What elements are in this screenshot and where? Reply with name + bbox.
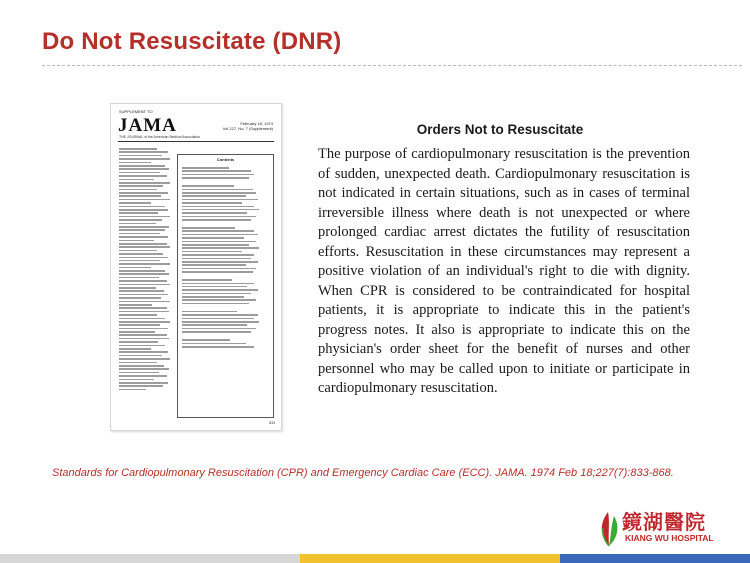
jama-header-rule	[118, 141, 274, 142]
citation-text: Standards for Cardiopulmonary Resuscitation (CPR) and Emergency Cardiac Care (ECC). JAMA. 1974 Feb 18;227(7):833-868.	[52, 467, 674, 479]
excerpt-panel	[300, 115, 700, 425]
jama-date	[223, 121, 273, 131]
excerpt-body: The purpose of cardiopulmonary resuscitation is the prevention of sudden, unexpected death. Cardiopulmonary resuscitation is not indicated in certain situations, such as in cases of terminal irreversible illness where death is not unexpected or where prolonged cardiac arrest dictates the futility of resuscitation efforts. Resuscitation in these circumstances may represent a positive violation of an individual's right to die with dignity. When CPR is considered to be contraindicated for hospital patients, it is appropriate to indicate this in the patient's progress notes. It also is appropriate to indicate this on the physician's order sheet for the benefit of nurses and other personnel who may be called upon to initiate or participate in cardiopulmonary resuscitation.	[318, 146, 690, 396]
jama-subtitle: THE JOURNAL of the American Medical Association	[119, 135, 201, 139]
excerpt-heading: Orders Not to Resuscitate	[416, 122, 584, 137]
hospital-name-english: KIANG WU HOSPITAL	[625, 533, 714, 543]
footer-bar	[0, 554, 750, 563]
jama-masthead: JAMA	[118, 115, 177, 136]
leaf-emblem-icon	[596, 506, 622, 548]
jama-page-number: 833	[269, 421, 275, 425]
title-divider	[42, 65, 742, 66]
jama-contents-title: Contents	[216, 157, 235, 162]
jama-contents-lines	[182, 167, 268, 349]
jama-cover-image	[110, 103, 282, 431]
footer-gray-segment	[0, 554, 310, 563]
hospital-name-chinese: 鏡湖醫院	[622, 510, 706, 534]
jama-supplement-label: SUPPLEMENT TO	[119, 109, 153, 114]
footer-blue-segment	[560, 554, 750, 563]
jama-volume-line: Vol 227, No. 7 (Supplement)	[222, 126, 273, 131]
jama-contents-box	[177, 154, 274, 418]
jama-date-line: February 18, 1974	[240, 121, 273, 126]
slide-title: Do Not Resuscitate (DNR)	[42, 28, 342, 55]
jama-staff-column	[119, 148, 173, 392]
hospital-logo	[596, 504, 746, 550]
